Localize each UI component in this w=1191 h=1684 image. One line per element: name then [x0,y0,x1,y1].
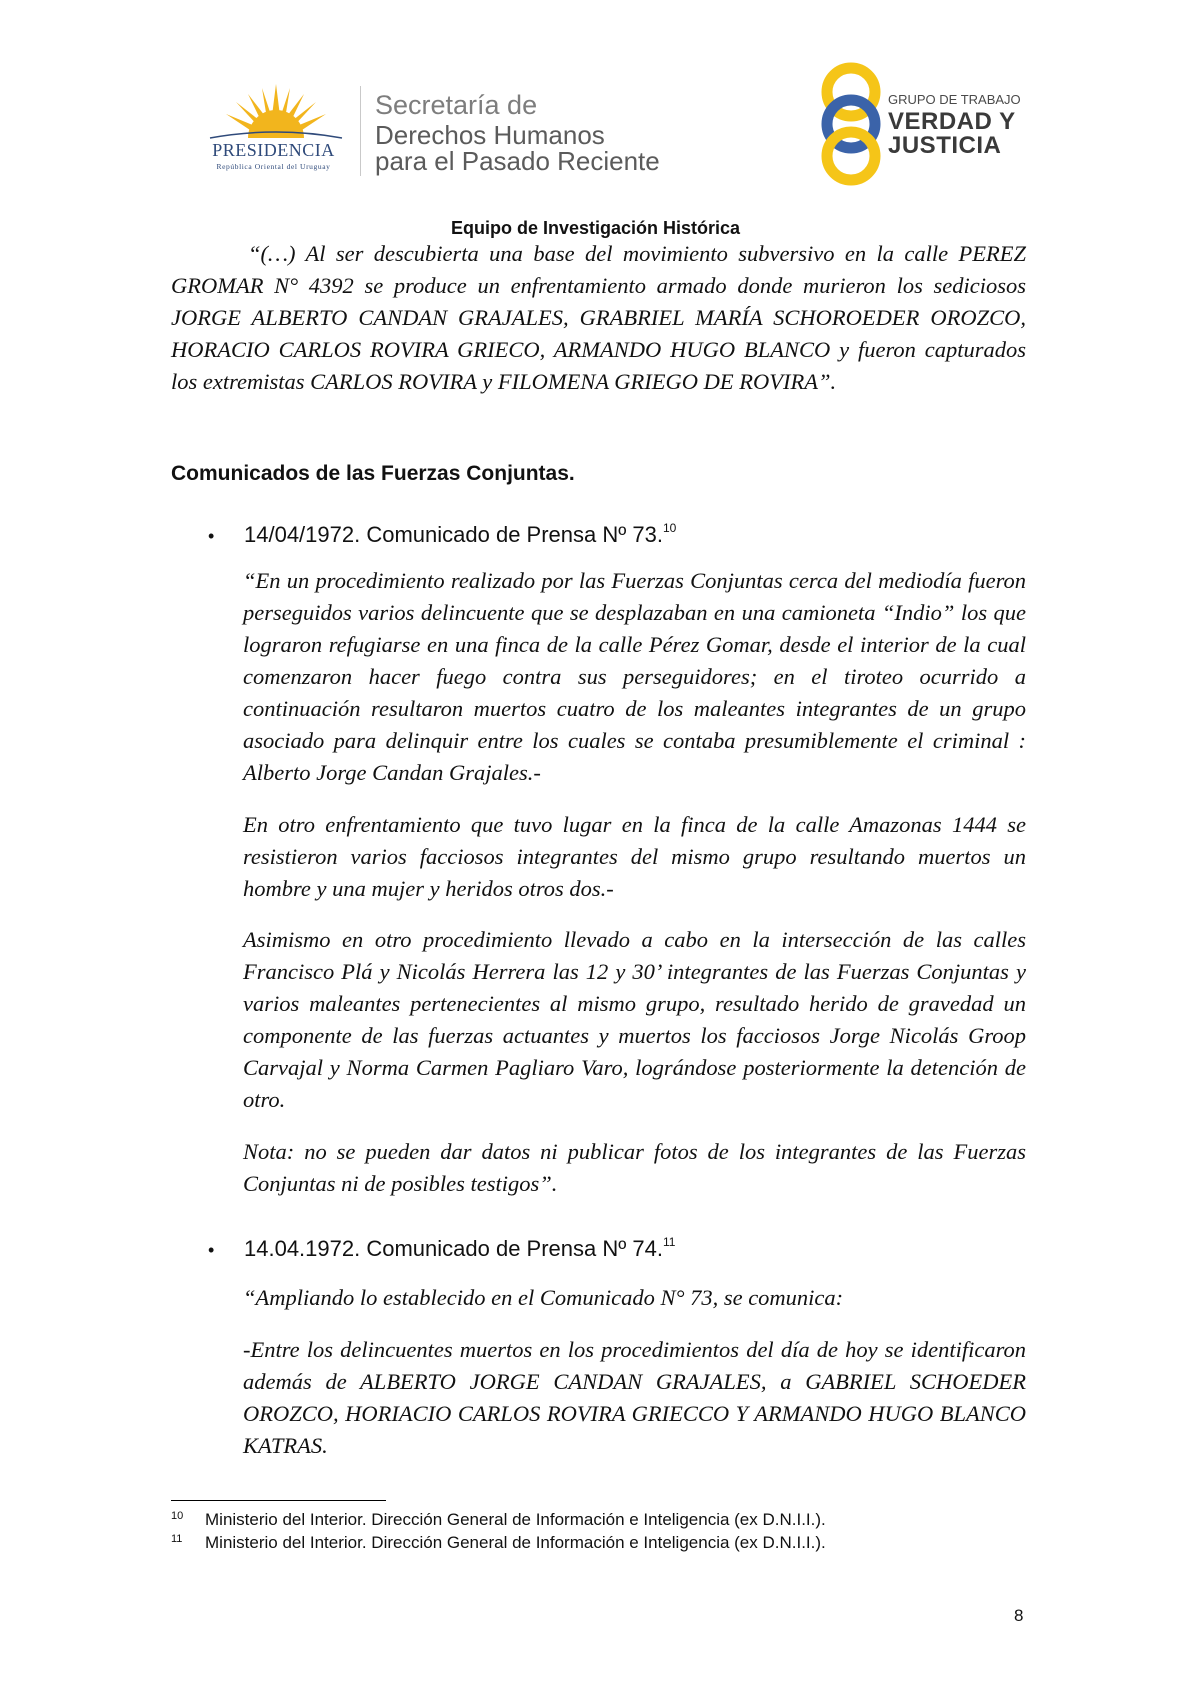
secretaria-line-2: Derechos Humanos [375,120,605,150]
footnote-11 [171,1533,826,1553]
footnote-10 [171,1510,826,1530]
communique-74-paragraph-1: “Ampliando lo establecido en el Comunicado N° 73, se comunica: [243,1285,844,1310]
header-divider [360,86,361,176]
presidencia-wordmark: PRESIDENCIA [212,140,335,160]
communique-73-paragraph-4: Nota: no se pueden dar datos ni publicar fotos de los integrantes de las Fuerzas Conjuntas ni de posibles testigos”. [243,1139,1026,1196]
secretaria-line-3: para el Pasado Reciente [375,146,660,176]
footnote-number: 11 [171,1533,183,1545]
footnote-ref[interactable]: 11 [662,1235,676,1249]
footnote-ref[interactable]: 10 [662,521,677,535]
bullet-marker: • [208,526,215,546]
communique-73-paragraph-1: “En un procedimiento realizado por las Fuerzas Conjuntas cerca del mediodía fueron perseguidos varios delincuente que se desplazaban en una camioneta “Indio” los que lograron refugiarse en una finca de la calle Pérez Gomar, desde el interior de la cual comenzaron hacer fuego contra sus perseguidores; en el tiroteo ocurrido a continuación resultaron muertos cuatro de los maleantes integrantes de un grupo asociado para delinquir entre los cuales se contaba presumiblemente el criminal : Alberto Jorge Candan Grajales.- [243,568,1026,785]
bullet-title-text: 14.04.1972. Comunicado de Prensa Nº 74. [244,1236,663,1261]
communique-73-paragraph-2: En otro enfrentamiento que tuvo lugar en la finca de la calle Amazonas 1444 se resistieron varios facciosos integrantes del mismo grupo resultando muertos un hombre y una mujer y heridos otros dos.- [243,812,1026,901]
bullet-title-text: 14/04/1972. Comunicado de Prensa Nº 73. [244,522,663,547]
verdad-label: VERDAD Y [888,108,1016,135]
footnote-text: Ministerio del Interior. Dirección General de Información e Inteligencia (ex D.N.I.I.). [205,1533,826,1552]
page-number: 8 [1014,1606,1024,1625]
bullet-marker: • [208,1240,215,1260]
sun-of-may-logo [196,76,356,176]
verdad-justicia-rings-logo [813,62,889,186]
bullet-title-communique-73 [244,521,676,548]
footnote-text: Ministerio del Interior. Dirección General de Información e Inteligencia (ex D.N.I.I.). [205,1510,826,1529]
justicia-label: JUSTICIA [888,132,1002,159]
secretaria-line-1: Secretaría de [375,90,538,120]
team-title: Equipo de Investigación Histórica [450,218,741,238]
footnote-separator [171,1500,386,1501]
page-header [0,0,1191,200]
intro-quote: “(…) Al ser descubierta una base del movimiento subversivo en la calle PEREZ GROMAR N° 4392 se produce un enfrentamiento armado donde murieron los sediciosos JORGE ALBERTO CANDAN GRAJALES, GRABRIEL MARÍA SCHOROEDER OROZCO, HORACIO CARLOS ROVIRA GRIECO, ARMANDO HUGO BLANCO y fueron capturados los extremistas CARLOS ROVIRA y FILOMENA GRIEGO DE ROVIRA”. [171,241,1026,394]
republica-caption: República Oriental del Uruguay [216,162,331,171]
grupo-trabajo-label: GRUPO DE TRABAJO [888,92,1021,107]
section-heading: Comunicados de las Fuerzas Conjuntas. [171,462,575,485]
communique-73-paragraph-3: Asimismo en otro procedimiento llevado a cabo en la intersección de las calles Francisco Plá y Nicolás Herrera las 12 y 30’ integrantes de las Fuerzas Conjuntas y varios maleantes pertenecientes al mismo grupo, resultado herido de gravedad un componente de las fuerzas actuantes y muertos los facciosos Jorge Nicolás Groop Carvajal y Norma Carmen Pagliaro Varo, lográndose posteriormente la detención de otro. [243,927,1026,1112]
footnote-number: 10 [171,1510,184,1522]
communique-74-paragraph-2: -Entre los delincuentes muertos en los procedimientos del día de hoy se identificaron además de ALBERTO JORGE CANDAN GRAJALES, a GABRIEL SCHOEDER OROZCO, HORIACIO CARLOS ROVIRA GRIECCO Y ARMANDO HUGO BLANCO KATRAS. [243,1337,1026,1458]
bullet-title-communique-74 [244,1235,675,1262]
